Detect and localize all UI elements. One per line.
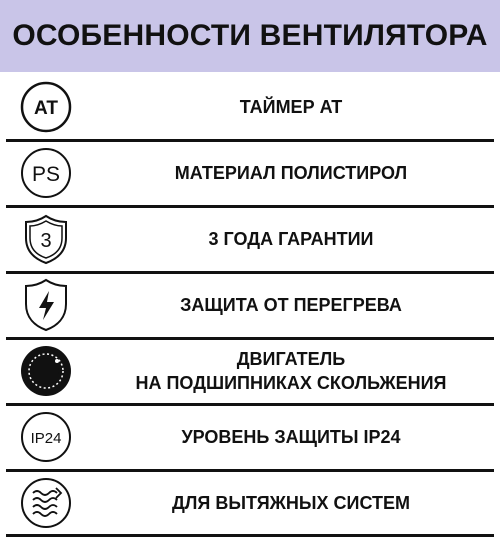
polystyrene-ps-icon — [0, 142, 92, 204]
feature-row-motor — [0, 340, 500, 402]
feature-row-timer — [0, 76, 500, 138]
feature-row-overheat — [0, 274, 500, 336]
feature-label-overheat: ЗАЩИТА ОТ ПЕРЕГРЕВА — [180, 295, 402, 315]
ip24-icon-text: IP24 — [30, 430, 62, 447]
timer-at-icon — [0, 76, 92, 138]
feature-row-exhaust — [0, 472, 500, 534]
shield-3-years-icon — [0, 208, 92, 270]
page-title: ОСОБЕННОСТИ ВЕНТИЛЯТОРА — [12, 19, 488, 52]
feature-row-material — [0, 142, 500, 204]
exhaust-waves-icon — [0, 472, 92, 534]
shield-lightning-icon — [0, 274, 92, 336]
feature-label-ip: УРОВЕНЬ ЗАЩИТЫ IP24 — [181, 427, 401, 447]
feature-label-timer: ТАЙМЕР AT — [239, 97, 343, 117]
feature-label-material: МАТЕРИАЛ ПОЛИСТИРОЛ — [174, 163, 408, 183]
header — [0, 0, 500, 72]
bearing-motor-icon — [0, 340, 92, 402]
feature-label-warranty: 3 ГОДА ГАРАНТИИ — [208, 229, 374, 249]
feature-label-exhaust: ДЛЯ ВЫТЯЖНЫХ СИСТЕМ — [171, 493, 411, 513]
ip24-icon — [0, 406, 92, 468]
ps-icon-text: PS — [31, 163, 61, 186]
feature-row-warranty — [0, 208, 500, 270]
divider — [6, 534, 494, 537]
shield-3-text: 3 — [40, 230, 52, 252]
feature-label-motor: ДВИГАТЕЛЬ НА ПОДШИПНИКАХ СКОЛЬЖЕНИЯ — [135, 349, 447, 393]
feature-row-ip — [0, 406, 500, 468]
timer-at-icon-text: AT — [34, 98, 58, 119]
